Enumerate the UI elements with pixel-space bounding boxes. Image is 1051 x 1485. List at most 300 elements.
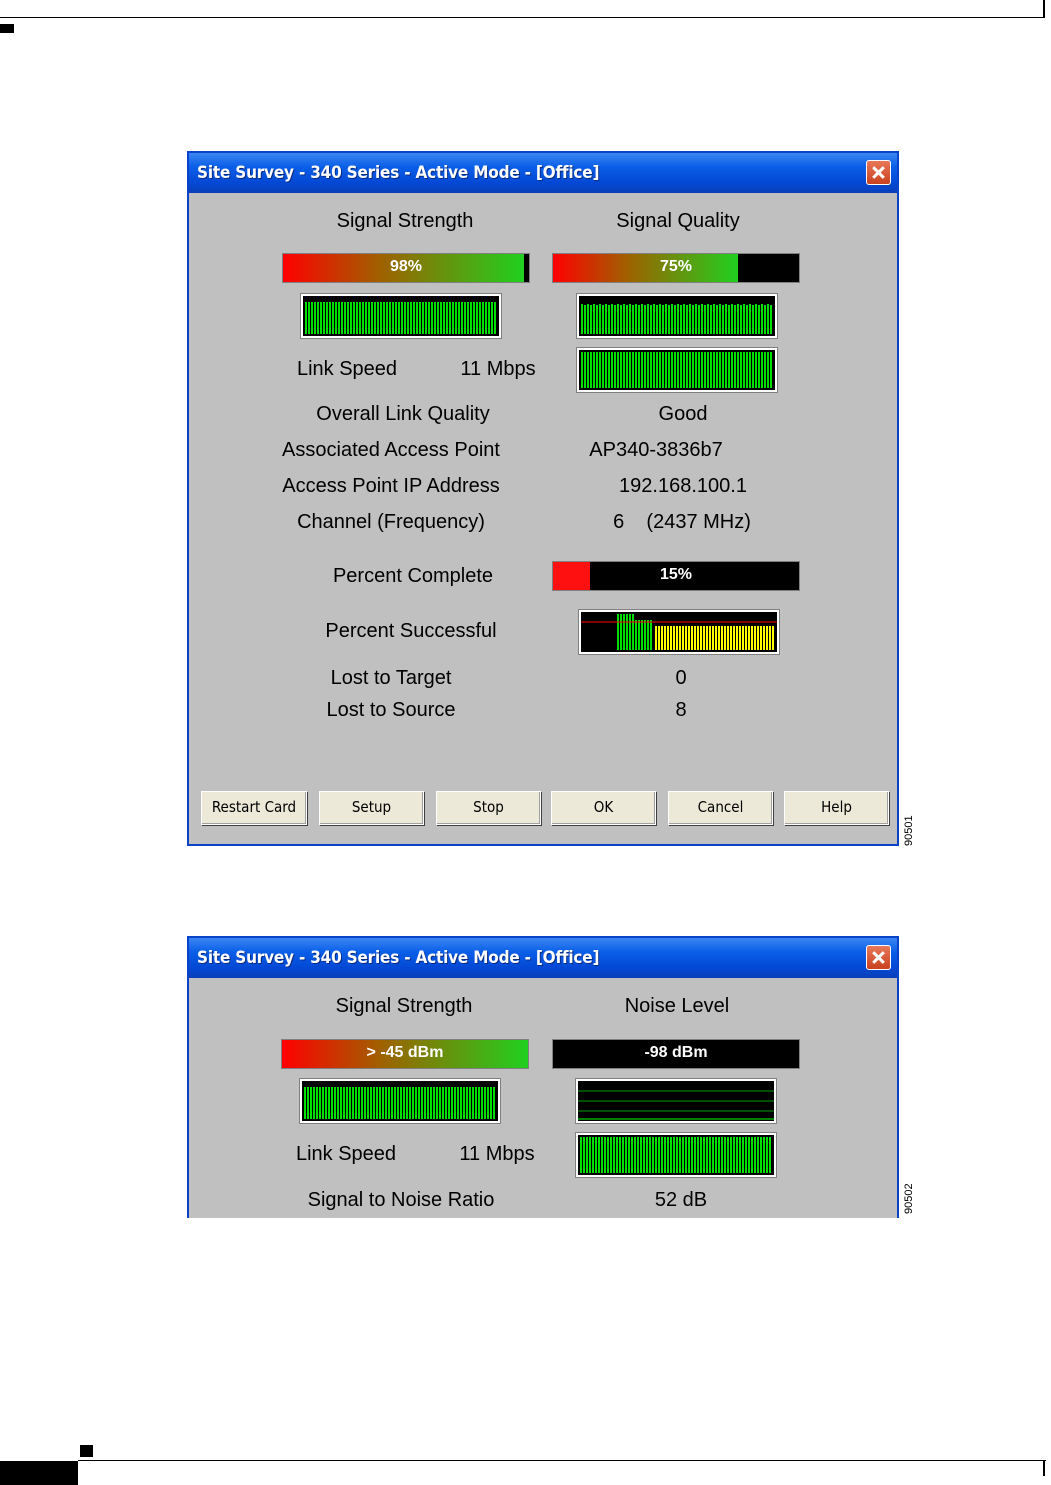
overall-link-quality-label: Overall Link Quality [316, 403, 490, 425]
graph-bar [472, 1087, 474, 1119]
graph-bar [617, 304, 619, 334]
graph-bar [725, 352, 727, 388]
link-speed-graph [576, 1133, 776, 1177]
graph-bar [464, 302, 466, 334]
graph-bar [701, 304, 703, 334]
graph-bar [755, 352, 757, 388]
graph-bar [716, 305, 718, 334]
signal-strength-value: > -45 dBm [366, 1044, 444, 1061]
graph-bar [469, 1087, 471, 1119]
graph-bar [422, 302, 424, 334]
graph-bar [734, 352, 736, 388]
graph-bar [335, 302, 337, 334]
signal-strength-bar [282, 253, 530, 283]
graph-bar [305, 302, 307, 334]
success-bar [647, 620, 649, 650]
graph-bar [770, 352, 772, 388]
footer-tick [1043, 1460, 1045, 1476]
signal-quality-graph-bars [579, 296, 777, 338]
graph-bar [365, 302, 367, 334]
graph-bar [686, 305, 688, 334]
success-bar [655, 626, 657, 650]
window-title: Site Survey - 340 Series - Active Mode - [Office] [197, 948, 600, 968]
graph-bar [656, 305, 658, 334]
graph-bar [638, 352, 640, 388]
graph-bar [665, 352, 667, 388]
graph-bar [377, 302, 379, 334]
success-bar [679, 626, 681, 650]
link-speed-label: Link Speed [295, 1143, 397, 1165]
graph-bar [344, 302, 346, 334]
graph-bar [592, 1137, 594, 1173]
graph-bar [494, 302, 496, 334]
graph-bar [746, 352, 748, 388]
graph-bar [662, 305, 664, 334]
header-tick [1043, 0, 1045, 18]
site-survey-window-noise [187, 936, 899, 1218]
graph-bar [487, 1087, 489, 1119]
graph-bar [394, 1087, 396, 1119]
graph-bar [313, 1087, 315, 1119]
graph-bar [310, 1087, 312, 1119]
graph-bar [634, 1137, 636, 1173]
graph-bar [706, 1137, 708, 1173]
graph-bar [643, 1137, 645, 1173]
success-bar [772, 626, 774, 650]
graph-bar [674, 305, 676, 334]
stop-button[interactable]: Stop [436, 791, 541, 825]
graph-bar [593, 352, 595, 388]
graph-bar [338, 302, 340, 334]
success-bar [658, 626, 660, 650]
success-bar [620, 614, 622, 650]
snr-label: Signal to Noise Ratio [307, 1189, 495, 1211]
graph-bar [337, 1087, 339, 1119]
graph-bar [674, 352, 676, 388]
graph-bar [415, 1087, 417, 1119]
graph-bar [482, 302, 484, 334]
graph-bar [659, 352, 661, 388]
success-bar [703, 626, 705, 650]
graph-bar [665, 304, 667, 334]
figure-id: 90501 [903, 815, 915, 846]
overall-link-quality-value: Good [658, 403, 708, 425]
success-bar [673, 626, 675, 650]
footer-rule [78, 1460, 1046, 1461]
graph-bar [743, 352, 745, 388]
graph-bar [757, 1137, 759, 1173]
graph-bar [748, 1137, 750, 1173]
graph-bar [332, 302, 334, 334]
graph-bar [611, 304, 613, 334]
success-bar [691, 626, 693, 650]
ap-ip-value: 192.168.100.1 [619, 475, 747, 497]
graph-bar [475, 1087, 477, 1119]
graph-bar [749, 304, 751, 334]
success-bar [697, 626, 699, 650]
graph-bar [686, 352, 688, 388]
setup-button[interactable]: Setup [319, 791, 424, 825]
graph-bar [343, 1087, 345, 1119]
success-bar [751, 626, 753, 650]
graph-bar [730, 1137, 732, 1173]
graph-bar [629, 304, 631, 334]
success-bar [688, 626, 690, 650]
graph-bar [631, 1137, 633, 1173]
graph-bar [440, 302, 442, 334]
graph-bar [760, 1137, 762, 1173]
graph-bar [692, 305, 694, 334]
signal-strength-value: 98% [389, 258, 423, 275]
graph-bar [622, 1137, 624, 1173]
graph-bar [610, 1137, 612, 1173]
graph-bar [712, 1137, 714, 1173]
graph-bar [632, 305, 634, 334]
graph-bar [443, 302, 445, 334]
window-title: Site Survey - 340 Series - Active Mode - [Office] [197, 163, 600, 183]
graph-bar [587, 352, 589, 388]
success-bar [757, 626, 759, 650]
success-bar [667, 626, 669, 650]
graph-bar [767, 304, 769, 334]
site-survey-window [187, 151, 899, 846]
title-bar[interactable] [189, 153, 897, 193]
signal-strength-graph-bars [302, 1081, 500, 1123]
link-speed-graph-bars [578, 1135, 776, 1177]
graph-bar [629, 352, 631, 388]
graph-bar [602, 305, 604, 334]
graph-bar [350, 302, 352, 334]
graph-bar [617, 352, 619, 388]
graph-bar [635, 352, 637, 388]
graph-bar [419, 302, 421, 334]
graph-bar [356, 302, 358, 334]
graph-bar [599, 352, 601, 388]
graph-bar [437, 302, 439, 334]
graph-bar [410, 302, 412, 334]
graph-bar [647, 352, 649, 388]
graph-bar [412, 1087, 414, 1119]
graph-bar [605, 352, 607, 388]
success-bar [638, 620, 640, 650]
graph-bar [697, 1137, 699, 1173]
success-bar [739, 626, 741, 650]
graph-bar [713, 304, 715, 334]
success-bar [724, 626, 726, 650]
graph-bar [442, 1087, 444, 1119]
graph-bar [584, 305, 586, 334]
graph-bar [740, 352, 742, 388]
graph-bar [737, 352, 739, 388]
graph-bar [307, 1087, 309, 1119]
graph-bar [709, 1137, 711, 1173]
graph-bar [386, 302, 388, 334]
graph-bar [625, 1137, 627, 1173]
graph-bar [656, 352, 658, 388]
success-bar [748, 626, 750, 650]
title-bar[interactable] [189, 938, 897, 978]
graph-bar [670, 1137, 672, 1173]
percent-complete-value: 15% [659, 566, 693, 583]
graph-bar [580, 1137, 582, 1173]
graph-bar [427, 1087, 429, 1119]
graph-bar [754, 1137, 756, 1173]
success-bar [635, 620, 637, 650]
link-speed-value: 11 Mbps [459, 1143, 535, 1165]
snr-value: 52 dB [654, 1189, 708, 1211]
graph-bar [626, 352, 628, 388]
graph-bar [604, 1137, 606, 1173]
graph-bar [479, 302, 481, 334]
header-mark [0, 24, 14, 33]
graph-bar [316, 1087, 318, 1119]
graph-bar [616, 1137, 618, 1173]
graph-bar [481, 1087, 483, 1119]
graph-bar [385, 1087, 387, 1119]
graph-bar [608, 352, 610, 388]
graph-bar [698, 305, 700, 334]
graph-bar [452, 302, 454, 334]
close-icon[interactable] [866, 160, 891, 185]
signal-quality-label: Signal Quality [616, 210, 740, 232]
graph-bar [695, 352, 697, 388]
ap-ip-label: Access Point IP Address [282, 475, 500, 497]
graph-bar [752, 352, 754, 388]
graph-bar [719, 304, 721, 334]
restart-card-button[interactable]: Restart Card [201, 791, 307, 825]
graph-bar [347, 302, 349, 334]
graph-bar [430, 1087, 432, 1119]
graph-bar [308, 302, 310, 334]
graph-bar [724, 1137, 726, 1173]
graph-bar [700, 1137, 702, 1173]
graph-bar [664, 1137, 666, 1173]
graph-bar [623, 304, 625, 334]
graph-bar [370, 1087, 372, 1119]
graph-bar [719, 352, 721, 388]
graph-bar [451, 1087, 453, 1119]
signal-strength-graph [300, 1079, 500, 1123]
graph-bar [424, 1087, 426, 1119]
success-bar [641, 620, 643, 650]
graph-bar [458, 302, 460, 334]
graph-bar [398, 302, 400, 334]
graph-bar [695, 304, 697, 334]
graph-bar [367, 1087, 369, 1119]
graph-bar [763, 1137, 765, 1173]
graph-bar [490, 1087, 492, 1119]
graph-bar [476, 302, 478, 334]
graph-bar [722, 352, 724, 388]
graph-bar [658, 1137, 660, 1173]
graph-bar [425, 302, 427, 334]
percent-successful-graph-bars [581, 612, 779, 654]
graph-bar [416, 302, 418, 334]
success-bar [709, 626, 711, 650]
graph-bar [484, 1087, 486, 1119]
graph-bar [445, 1087, 447, 1119]
graph-bar [650, 352, 652, 388]
graph-bar [349, 1087, 351, 1119]
graph-bar [725, 304, 727, 334]
graph-bar [613, 1137, 615, 1173]
graph-bar [373, 1087, 375, 1119]
success-bar [718, 626, 720, 650]
success-bar [736, 626, 738, 650]
graph-bar [698, 352, 700, 388]
link-speed-label: Link Speed [296, 358, 398, 380]
graph-bar [421, 1087, 423, 1119]
graph-bar [325, 1087, 327, 1119]
graph-bar [371, 302, 373, 334]
graph-bar [368, 302, 370, 334]
percent-complete-label: Percent Complete [332, 565, 494, 587]
graph-bar [461, 302, 463, 334]
graph-bar [740, 305, 742, 334]
graph-bar [731, 352, 733, 388]
success-bar [629, 614, 631, 650]
graph-bar [680, 305, 682, 334]
graph-bar [671, 352, 673, 388]
success-bar [650, 620, 652, 650]
graph-bar [649, 1137, 651, 1173]
graph-bar [404, 302, 406, 334]
help-button[interactable]: Help [784, 791, 889, 825]
graph-bar [340, 1087, 342, 1119]
graph-bar [607, 1137, 609, 1173]
success-bar [626, 614, 628, 650]
graph-bar [653, 352, 655, 388]
ok-button[interactable]: OK [551, 791, 656, 825]
graph-bar [389, 302, 391, 334]
graph-bar [401, 302, 403, 334]
success-bar [712, 626, 714, 650]
graph-bar [644, 305, 646, 334]
graph-bar [766, 1137, 768, 1173]
graph-bar [466, 1087, 468, 1119]
signal-strength-bar [281, 1039, 529, 1069]
graph-bar [460, 1087, 462, 1119]
graph-bar [733, 1137, 735, 1173]
graph-bar [395, 302, 397, 334]
success-bar [754, 626, 756, 650]
graph-bar [707, 352, 709, 388]
graph-bar [662, 352, 664, 388]
graph-bar [770, 305, 772, 334]
graph-bar [704, 305, 706, 334]
graph-bar [589, 1137, 591, 1173]
graph-bar [362, 302, 364, 334]
graph-bar [653, 304, 655, 334]
associated-ap-value: AP340-3836b7 [589, 439, 723, 461]
graph-bar [584, 352, 586, 388]
graph-bar [608, 305, 610, 334]
graph-bar [392, 302, 394, 334]
channel-label: Channel (Frequency) [297, 511, 485, 533]
close-icon[interactable] [866, 945, 891, 970]
graph-bar [661, 1137, 663, 1173]
graph-bar [683, 304, 685, 334]
signal-quality-graph [577, 294, 777, 338]
graph-bar [707, 304, 709, 334]
graph-bar [710, 305, 712, 334]
graph-bar [322, 1087, 324, 1119]
graph-bar [329, 302, 331, 334]
noise-level-label: Noise Level [624, 995, 730, 1017]
graph-bar [355, 1087, 357, 1119]
graph-bar [745, 1137, 747, 1173]
graph-bar [752, 305, 754, 334]
graph-bar [601, 1137, 603, 1173]
graph-bar [623, 352, 625, 388]
graph-bar [382, 1087, 384, 1119]
graph-bar [418, 1087, 420, 1119]
graph-bar [331, 1087, 333, 1119]
noise-level-graph-lines [578, 1081, 776, 1123]
graph-bar [758, 352, 760, 388]
graph-bar [470, 302, 472, 334]
graph-bar [749, 352, 751, 388]
graph-bar [434, 302, 436, 334]
graph-bar [413, 302, 415, 334]
graph-bar [364, 1087, 366, 1119]
graph-bar [638, 305, 640, 334]
signal-strength-graph-bars [303, 296, 501, 338]
graph-bar [694, 1137, 696, 1173]
footer-mark [80, 1445, 93, 1457]
graph-bar [593, 304, 595, 334]
graph-bar [304, 1087, 306, 1119]
graph-bar [317, 302, 319, 334]
graph-bar [611, 352, 613, 388]
graph-bar [641, 352, 643, 388]
graph-bar [655, 1137, 657, 1173]
signal-strength-label: Signal Strength [336, 210, 474, 232]
graph-bar [448, 1087, 450, 1119]
success-bar [685, 626, 687, 650]
success-bar [721, 626, 723, 650]
graph-bar [620, 305, 622, 334]
graph-bar [379, 1087, 381, 1119]
graph-bar [320, 302, 322, 334]
link-speed-graph-bars [579, 350, 777, 392]
graph-bar [728, 352, 730, 388]
graph-bar [737, 304, 739, 334]
graph-bar [679, 1137, 681, 1173]
graph-bar [632, 352, 634, 388]
graph-bar [376, 1087, 378, 1119]
lost-to-target-value: 0 [675, 667, 687, 689]
success-bar [632, 614, 634, 650]
percent-complete-bar [552, 561, 800, 591]
success-bar [733, 626, 735, 650]
link-speed-graph [577, 348, 777, 392]
success-bar [730, 626, 732, 650]
graph-bar [455, 302, 457, 334]
graph-bar [731, 304, 733, 334]
graph-bar [431, 302, 433, 334]
graph-bar [473, 302, 475, 334]
channel-value: 6 (2437 MHz) [613, 511, 751, 533]
graph-bar [449, 302, 451, 334]
graph-bar [433, 1087, 435, 1119]
graph-bar [680, 352, 682, 388]
success-bar [763, 626, 765, 650]
graph-bar [463, 1087, 465, 1119]
graph-bar [353, 302, 355, 334]
cancel-button[interactable]: Cancel [668, 791, 773, 825]
graph-bar [581, 304, 583, 334]
